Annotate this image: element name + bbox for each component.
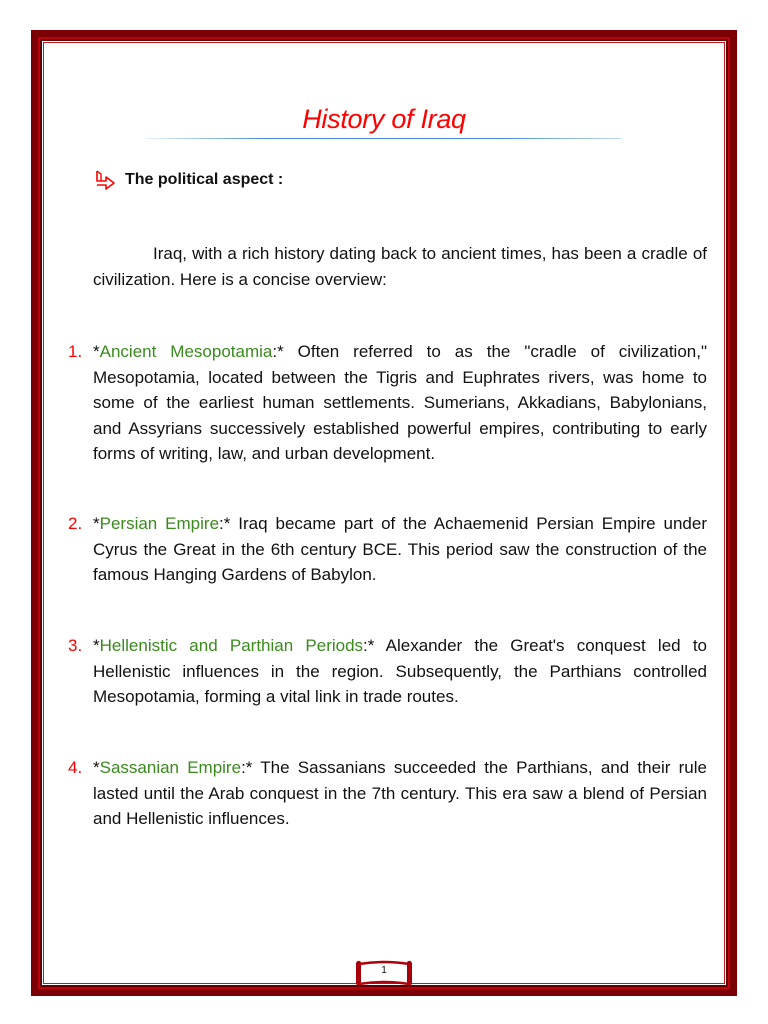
list-item <box>68 339 707 467</box>
list-item-prefix: * <box>93 342 100 361</box>
list-item-text <box>93 339 707 467</box>
list-item-text <box>93 755 707 832</box>
list-item-text <box>93 633 707 710</box>
list-item <box>68 633 707 710</box>
list-item <box>68 755 707 832</box>
list-item-term: Ancient Mesopotamia <box>99 342 273 361</box>
section-heading <box>93 168 283 192</box>
title-underline <box>145 138 621 139</box>
list-item-term: Persian Empire <box>99 514 220 533</box>
list-item-prefix: * <box>93 514 100 533</box>
intro-paragraph: Iraq, with a rich history dating back to ancient times, has been a cradle of civilization. Here is a concise overview: <box>93 244 707 289</box>
list-item-body: :* The Sassanians succeeded the Parthians, and their rule lasted until the Arab conquest in the 7th century. This era saw a blend of Persian and Hellenistic influences. <box>93 758 707 828</box>
list-item-term: Hellenistic and Parthian Periods <box>99 636 364 655</box>
list-item-text <box>93 511 707 588</box>
arrow-bullet-icon <box>93 168 117 192</box>
section-heading-text: The political aspect : <box>125 171 284 188</box>
list-item-body: :* Often referred to as the "cradle of civilization," Mesopotamia, located between the Tigris and Euphrates rivers, was home to some of the earliest human settlements. Sumerians, Akkadians, Babylonians, and Assyrians successively established powerful empires, contributing to early forms of writing, law, and urban development. <box>93 342 707 463</box>
list-item-number: 4. <box>68 758 83 777</box>
list-item-number: 1. <box>68 342 83 361</box>
list-item-prefix: * <box>93 758 100 777</box>
list-item-number: 2. <box>68 514 83 533</box>
page-number-badge <box>353 957 415 989</box>
list-item-term: Sassanian Empire <box>99 758 242 777</box>
list-item-number: 3. <box>68 636 83 655</box>
page-title: History of Iraq <box>302 104 466 134</box>
list-item-body: :* Iraq became part of the Achaemenid Persian Empire under Cyrus the Great in the 6th century BCE. This period saw the construction of the famous Hanging Gardens of Babylon. <box>93 514 707 584</box>
list-item-prefix: * <box>93 636 100 655</box>
page-number: 1 <box>381 965 387 976</box>
list-item <box>68 511 707 588</box>
list-item-body: :* Alexander the Great's conquest led to Hellenistic influences in the region. Subsequently, the Parthians controlled Mesopotamia, forming a vital link in trade routes. <box>93 636 707 706</box>
